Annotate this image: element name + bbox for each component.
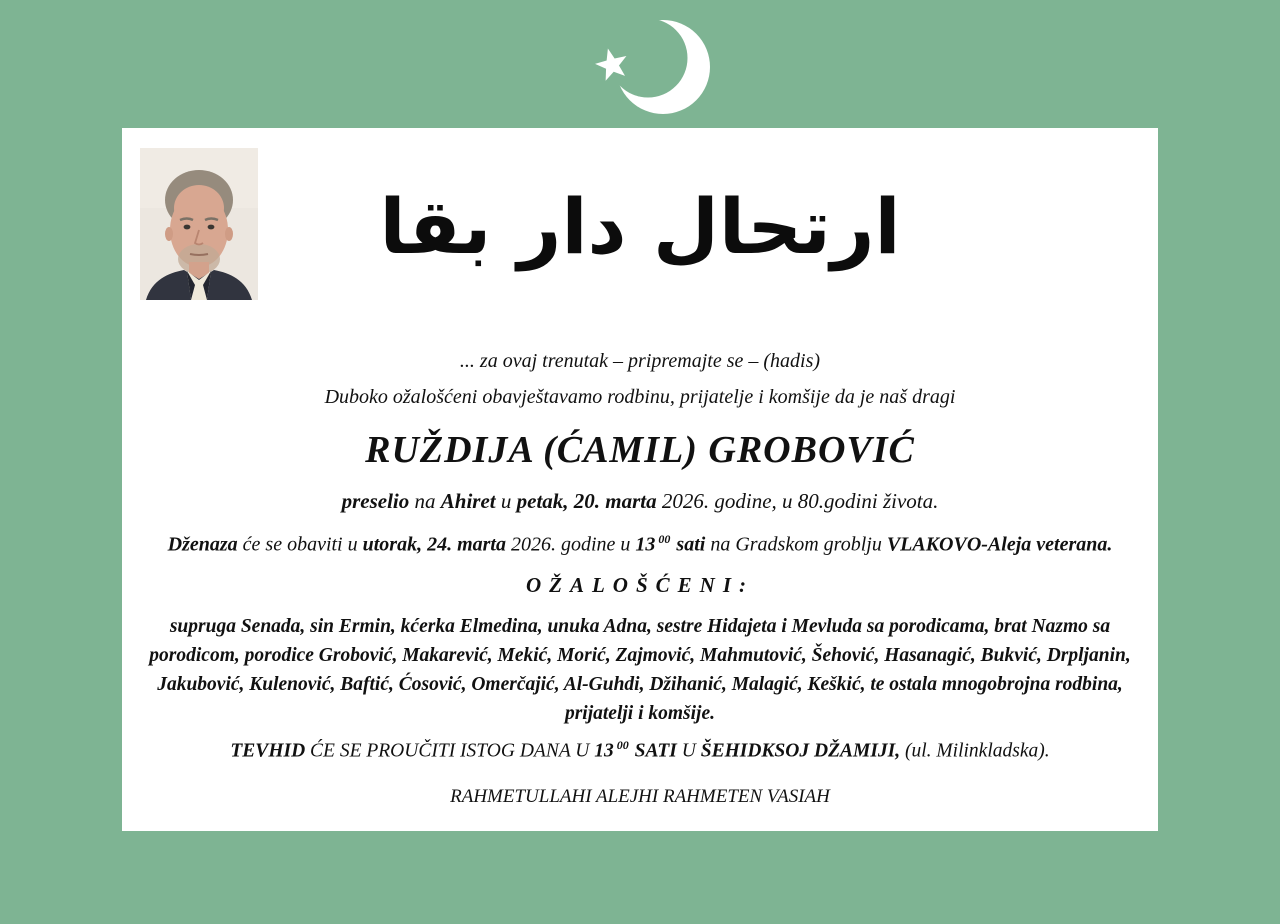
tevhid-minutes-superscript: 00	[616, 737, 629, 752]
crescent-and-star-icon	[578, 8, 722, 126]
funeral-date: utorak, 24. marta	[362, 533, 506, 556]
passing-segment: 2026. godine, u 80.godini života.	[656, 489, 939, 513]
mourners-list: supruga Senada, sin Ermin, kćerka Elmedina, unuka Adna, sestre Hidajeta i Mevluda sa porodicama, brat Nazmo sa porodicom, porodice Grobović, Makarević, Mekić, Morić, Zajmović, Mahmutović, Šehović, Hasanagić, Bukvić, Drpljanin, Jakubović, Kulenović, Baftić, Ćosović, Omerčajić, Al-Guhdi, Džihanić, Malagić, Keškić, te ostala mnogobrojna rodbina, prijatelji i komšije.	[149, 615, 1131, 724]
funeral-segment: 2026. godine u	[505, 533, 636, 556]
tevhid-segment: ĆE SE PROUČITI ISTOG DANA U	[305, 740, 595, 762]
passing-segment: u	[495, 489, 517, 513]
tevhid-mosque: ŠEHIDKSOJ DŽAMIJI,	[700, 740, 901, 762]
tevhid-word: TEVHID	[230, 740, 306, 762]
obituary-card	[122, 128, 1158, 831]
tevhid-hour: 13	[594, 740, 614, 762]
funeral-line	[122, 532, 1158, 557]
arabic-calligraphy: ارتحال دار بقا	[379, 182, 901, 271]
funeral-hour: 13	[635, 533, 656, 556]
passing-date: petak, 20. marta	[516, 489, 657, 513]
funeral-segment: na Gradskom groblju	[705, 533, 887, 556]
funeral-segment: će se obaviti u	[237, 533, 363, 556]
funeral-word-sati: sati	[671, 533, 706, 556]
passing-word-preselio: preselio	[341, 489, 410, 513]
deceased-name: RUŽDIJA (ĆAMIL) GROBOVIĆ	[365, 429, 915, 471]
passing-line	[122, 489, 1158, 514]
tevhid-street: (ul. Milinkladska).	[900, 740, 1050, 762]
passing-word-ahiret: Ahiret	[440, 489, 496, 513]
passing-segment: na	[409, 489, 441, 513]
crescent-and-star-graphic	[578, 8, 722, 126]
tevhid-word-sati: SATI	[629, 740, 677, 762]
funeral-minutes-superscript: 00	[658, 532, 671, 546]
tevhid-line	[122, 738, 1158, 763]
funeral-location: VLAKOVO-Aleja veterana.	[886, 533, 1113, 556]
funeral-word-dzenaza: Dženaza	[167, 533, 238, 556]
hadith-line: ... za ovaj trenutak – pripremajte se – (hadis)	[459, 350, 821, 372]
obituary-text	[122, 350, 1158, 808]
intro-line: Duboko ožalošćeni obavještavamo rodbinu, prijatelje i komšije da je naš dragi	[324, 386, 956, 408]
closing-prayer-line: RAHMETULLAHI ALEJHI RAHMETEN VASIAH	[450, 786, 830, 808]
mourners-heading: OŽALOŠĆENI:	[525, 572, 755, 597]
tevhid-segment: U	[676, 740, 701, 762]
